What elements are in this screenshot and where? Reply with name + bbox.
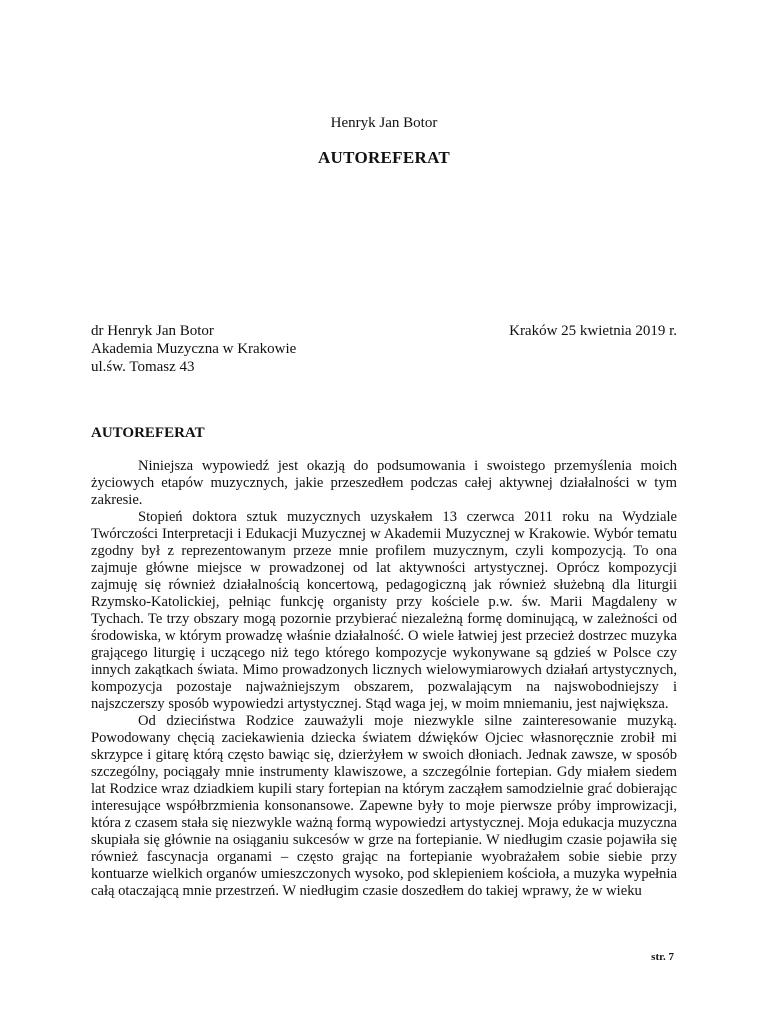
paragraph-1: Niniejsza wypowiedź jest okazją do podsumowania i swoistego przemyślenia moich życiowych etapów muzycznych, jakie przeszedłem podczas całej aktywnej działalności w tym zakresie.: [91, 458, 677, 508]
document-title: AUTOREFERAT: [317, 148, 451, 167]
letter-header: [91, 322, 677, 376]
paragraph-3: Od dzieciństwa Rodzice zauważyli moje niezwykle silne zainteresowanie muzyką. Powodowany chęcią zaciekawienia dziecka światem dźwięków Ojciec własnoręcznie zrobił mi skrzypce i gitarę którą często bawiąc się, dzierżyłem w swoich dłoniach. Jednak zawsze, w sposób szczególny, pociągały mnie instrumenty klawiszowe, a szczególnie fortepian. Gdy miałem siedem lat Rodzice wraz dziadkiem kupili stary fortepian na którym zacząłem samodzielnie grać dobierając interesujące współbrzmienia konsonansowe. Zapewne były to moje pierwsze próby improwizacji, która z czasem stała się niezwykle ważną formą wypowiedzi artystycznej. Moja edukacja muzyczna skupiała się głównie na osiąganiu sukcesów w grze na fortepianie. W niedługim czasie pojawiła się również fascynacja organami – często grając na fortepianie wyobrażałem sobie siebie przy kontuarze wielkich organów umieszczonych wysoko, pod sklepieniem kościoła, a muzyka wypełnia całą otaczającą mnie przestrzeń. W niedługim czasie doszedłem do takiej wprawy, że w wieku: [91, 713, 677, 899]
author-line: dr Henryk Jan Botor: [91, 323, 214, 339]
date-line: Kraków 25 kwietnia 2019 r.: [509, 323, 677, 339]
body-text: [91, 458, 677, 900]
header-row-first: [91, 322, 677, 340]
page-number: str. 7: [651, 951, 674, 963]
institution-line: Akademia Muzyczna w Krakowie: [91, 341, 297, 357]
author-name-top: Henryk Jan Botor: [330, 115, 438, 131]
address-line: ul.św. Tomasz 43: [91, 359, 195, 375]
paragraph-2: Stopień doktora sztuk muzycznych uzyskałem 13 czerwca 2011 roku na Wydziale Twórczości Interpretacji i Edukacji Muzycznej w Akademii Muzycznej w Krakowie. Wybór tematu zgodny był z reprezentowanym przeze mnie profilem muzycznym, czyli kompozycją. To ona zajmuje główne miejsce w prowadzonej od lat aktywności artystycznej. Oprócz kompozycji zajmuję się również działalnością koncertową, pedagogiczną jak również służebną dla liturgii Rzymsko-Katolickiej, pełniąc funkcję organisty przy kościele p.w. św. Marii Magdaleny w Tychach. Te trzy obszary mogą pozornie przybierać niezależną formę dominującą, w zależności od środowiska, w którym prowadzę właśnie działalność. O wiele łatwiej jest przecież dostrzec muzyka grającego liturgię i uczącego niż tego którego kompozycje wykonywane są gdzieś w Polsce czy innych zakątkach świata. Mimo prowadzonych licznych wielowymiarowych działań artystycznych, kompozycja pozostaje najważniejszym obszarem, pozwalającym na najswobodniejszy i najszczerszy sposób wypowiedzi artystycznej. Stąd waga jej, w moim mniemaniu, jest największa.: [91, 509, 677, 712]
section-title: AUTOREFERAT: [91, 425, 205, 441]
